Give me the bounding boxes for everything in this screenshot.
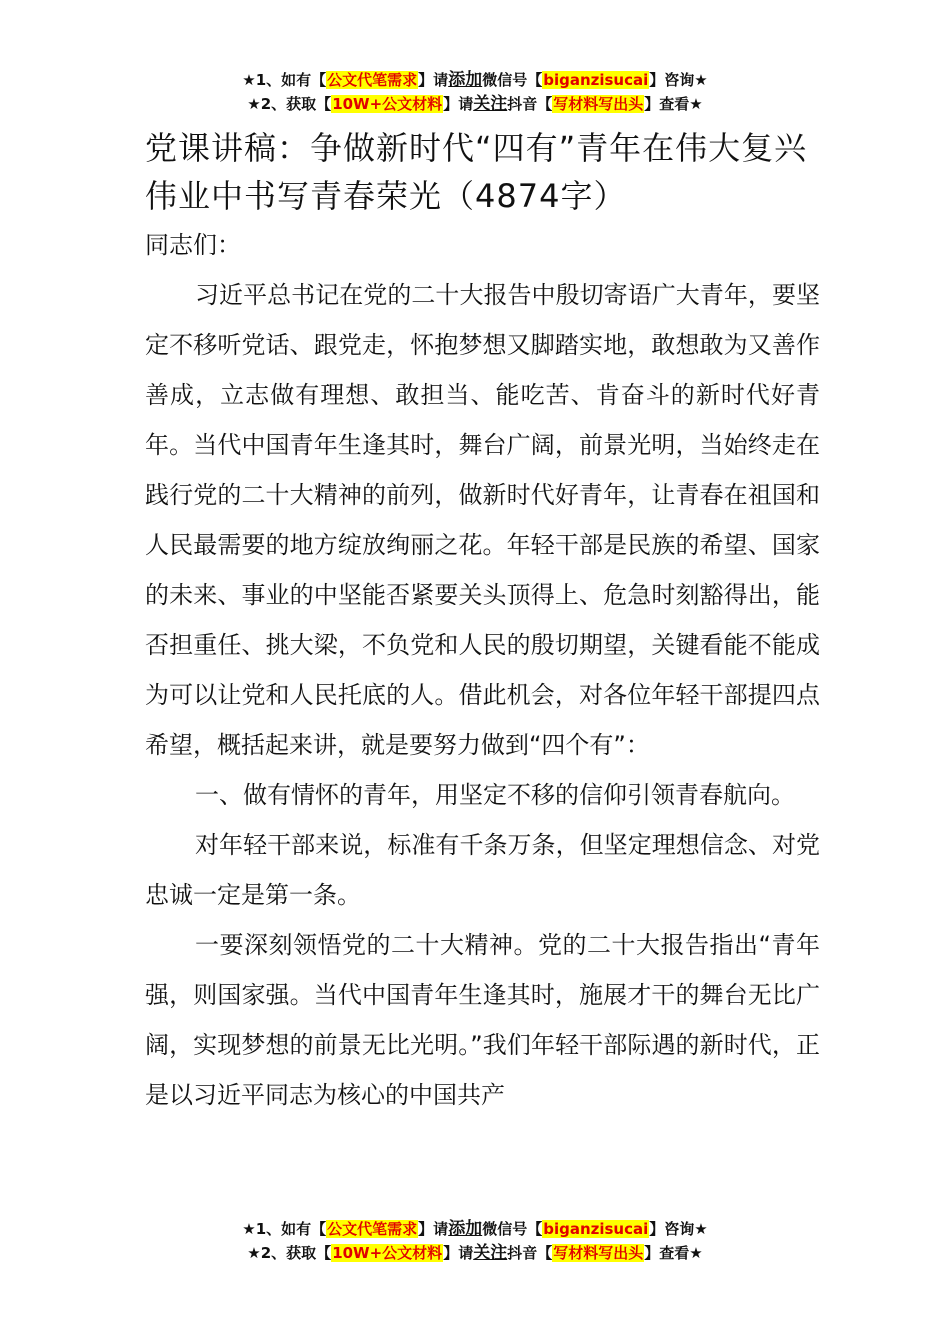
- banner-emphasis: 关注: [473, 94, 508, 114]
- banner-text: 】请: [443, 95, 474, 113]
- section-heading: 一、做有情怀的青年，用坚定不移的信仰引领青春航向。: [195, 781, 795, 809]
- banner-text: ★2、获取【: [247, 95, 332, 113]
- banner-text: 】咨询★: [649, 1220, 708, 1238]
- banner-text: 抖音【: [507, 95, 553, 113]
- banner-highlight: 公文代笔需求: [327, 71, 418, 89]
- banner-emphasis: 添加: [448, 1219, 483, 1239]
- header-banner: [0, 68, 950, 116]
- banner-highlight: 写材料写出头: [553, 1244, 644, 1262]
- banner-line-2: [0, 1241, 950, 1265]
- banner-text: 】查看★: [644, 95, 703, 113]
- banner-text: 】请: [443, 1244, 474, 1262]
- banner-text: ★1、如有【: [242, 71, 327, 89]
- body-paragraph: 习近平总书记在党的二十大报告中殷切寄语广大青年，要坚定不移听党话、跟党走，怀抱梦想又脚踏实地，敢想敢为又善作善成，立志做有理想、敢担当、能吃苦、肯奋斗的新时代好青年。当代中国青年生逢其时，舞台广阔，前景光明，当始终走在践行党的二十大精神的前列，做新时代好青年，让青春在祖国和人民最需要的地方绽放绚丽之花。年轻干部是民族的希望、国家的未来、事业的中坚能否紧要关头顶得上、危急时刻豁得出，能否担重任、挑大梁，不负党和人民的殷切期望，关键看能不能成为可以让党和人民托底的人。借此机会，对各位年轻干部提四点希望，概括起来讲，就是要努力做到“四个有”：: [145, 281, 820, 759]
- banner-line-1: [0, 1217, 950, 1241]
- banner-highlight: biganzisucai: [543, 71, 649, 89]
- banner-text: 微信号【: [482, 71, 543, 89]
- banner-text: 】请: [418, 1220, 449, 1238]
- document-body: [145, 270, 820, 1120]
- banner-highlight: 10W+公文材料: [332, 1244, 443, 1262]
- banner-text: 】查看★: [644, 1244, 703, 1262]
- banner-highlight: 10W+公文材料: [332, 95, 443, 113]
- banner-text: 】请: [418, 71, 449, 89]
- footer-banner: [0, 1217, 950, 1265]
- body-paragraph: 对年轻干部来说，标准有千条万条，但坚定理想信念、对党忠诚一定是第一条。: [145, 831, 820, 909]
- banner-highlight: biganzisucai: [543, 1220, 649, 1238]
- banner-highlight: 公文代笔需求: [327, 1220, 418, 1238]
- banner-line-2: [0, 92, 950, 116]
- banner-text: 微信号【: [482, 1220, 543, 1238]
- banner-text: ★2、获取【: [247, 1244, 332, 1262]
- banner-emphasis: 添加: [448, 70, 483, 90]
- banner-text: ★1、如有【: [242, 1220, 327, 1238]
- banner-line-1: [0, 68, 950, 92]
- banner-highlight: 写材料写出头: [553, 95, 644, 113]
- body-paragraph: 一要深刻领悟党的二十大精神。党的二十大报告指出“青年强，则国家强。当代中国青年生逢其时，施展才干的舞台无比广阔，实现梦想的前景无比光明。”我们年轻干部际遇的新时代，正是以习近平同志为核心的中国共产: [145, 931, 820, 1109]
- banner-text: 】咨询★: [649, 71, 708, 89]
- banner-text: 抖音【: [507, 1244, 553, 1262]
- document-title: 党课讲稿：争做新时代“四有”青年在伟大复兴伟业中书写青春荣光（4874字）: [145, 129, 808, 215]
- banner-emphasis: 关注: [473, 1243, 508, 1263]
- salutation: 同志们：: [145, 231, 241, 259]
